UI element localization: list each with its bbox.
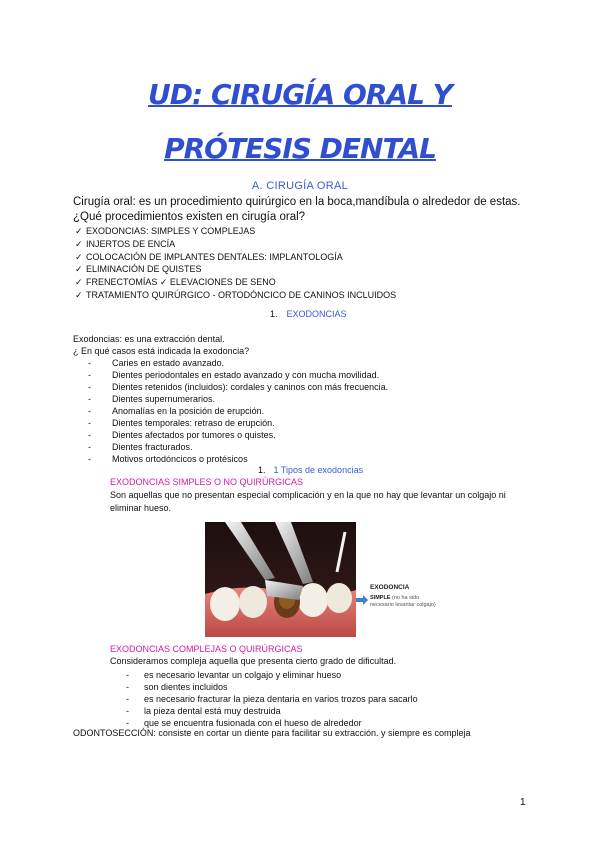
- list-item: ✓ COLOCACIÓN DE IMPLANTES DENTALES: IMPLANTOLOGÍA: [75, 251, 343, 262]
- section-heading-a: A. CIRUGÍA ORAL: [251, 180, 349, 192]
- subsection-number: 1.: [258, 465, 266, 475]
- procedures-question: ¿Qué procedimientos existen en cirugía oral?: [73, 211, 306, 223]
- subsection-number: 1.: [270, 309, 278, 319]
- list-item: - es necesario levantar un colgajo y eliminar hueso: [126, 670, 342, 680]
- list-item: - son dientes incluidos: [126, 682, 228, 692]
- list-item: ✓ INJERTOS DE ENCÍA: [75, 238, 176, 249]
- check-icon: ✓: [75, 251, 83, 262]
- list-item: - Dientes afectados por tumores o quistes.: [88, 430, 276, 440]
- simple-extraction-callout: [356, 584, 442, 636]
- list-item: - Dientes fracturados.: [88, 442, 193, 452]
- callout-title: EXODONCIA: [370, 584, 410, 591]
- list-item: - Dientes temporales: retraso de erupción.: [88, 418, 275, 428]
- check-icon: ✓: [75, 238, 83, 249]
- exodoncia-question: ¿ En qué casos está indicada la exodoncia?: [73, 346, 250, 356]
- list-item: - que se encuentra fusionada con el hueso de alrededor: [126, 718, 362, 728]
- list-item: - Caries en estado avanzado.: [88, 358, 225, 368]
- list-item: - la pieza dental está muy destruida: [126, 706, 281, 716]
- dental-extraction-illustration: [205, 522, 356, 637]
- complex-extraction-list: [126, 669, 418, 729]
- simple-extraction-description: Son aquellas que no presentan especial complicación y en la que no hay que levantar un colgajo ni eliminar hueso.: [110, 490, 506, 513]
- main-title-line-2: PRÓTESIS DENTAL: [164, 132, 436, 165]
- list-item: - Dientes retenidos (incluidos): cordales y caninos con más frecuencia.: [88, 382, 389, 392]
- check-icon: ✓: [75, 264, 83, 275]
- check-icon: ✓: [75, 226, 83, 236]
- check-icon: ✓: [75, 277, 83, 288]
- list-item: - Dientes supernumerarios.: [88, 394, 216, 404]
- list-item: ✓ FRENECTOMÍAS ✓ ELEVACIONES DE SENO: [75, 277, 276, 288]
- complex-extraction-heading: EXODONCIAS COMPLEJAS O QUIRÚRGICAS: [110, 644, 303, 654]
- oral-surgery-definition: Cirugía oral: es un procedimiento quirúrgico en la boca,mandíbula o alrededor de estas.: [73, 196, 521, 208]
- subsection-exodoncias-heading: [270, 309, 347, 319]
- list-item: - Dientes periodontales en estado avanzado y con mucha movilidad.: [88, 370, 380, 380]
- check-icon: ✓: [75, 289, 83, 300]
- complex-extraction-description: Consideramos compleja aquella que presenta cierto grado de dificultad.: [110, 656, 397, 666]
- callout-text: SIMPLE (no ha sido necesario levantar colgajo): [370, 595, 436, 608]
- arrow-right-icon: [356, 595, 368, 605]
- subsection-label: EXODONCIAS: [286, 309, 347, 319]
- list-item: ✓ TRATAMIENTO QUIRÚRGICO - ORTODÓNCICO DE CANINOS INCLUIDOS: [75, 289, 397, 300]
- odontoseccion-definition: ODONTOSECCIÓN: consiste en cortar un diente para facilitar su extracción. y siempre es compleja: [73, 728, 471, 738]
- exodoncia-cases-list: [88, 357, 388, 465]
- subsection-label: 1 Tipos de exodoncias: [273, 465, 364, 475]
- forceps-tooth-icon: [205, 522, 356, 637]
- exodoncia-definition: Exodoncias: es una extracción dental.: [73, 334, 225, 344]
- list-item: - Anomalías en la posición de erupción.: [88, 406, 265, 416]
- list-item: ✓ ELIMINACIÓN DE QUISTES: [75, 264, 202, 275]
- subsection-types-heading: [258, 465, 363, 475]
- simple-extraction-heading: EXODONCIAS SIMPLES O NO QUIRÚRGICAS: [110, 477, 304, 487]
- page-number: 1: [520, 797, 526, 808]
- list-item: ✓ EXODONCIAS: SIMPLES Y COMPLEJAS: [75, 226, 256, 236]
- list-item: - Motivos ortodóncicos o protésicos: [88, 454, 248, 464]
- main-title-line-1: UD: CIRUGÍA ORAL Y: [148, 78, 452, 111]
- procedures-list: [75, 225, 396, 302]
- list-item: - es necesario fracturar la pieza dentaria en varios trozos para sacarlo: [126, 694, 418, 704]
